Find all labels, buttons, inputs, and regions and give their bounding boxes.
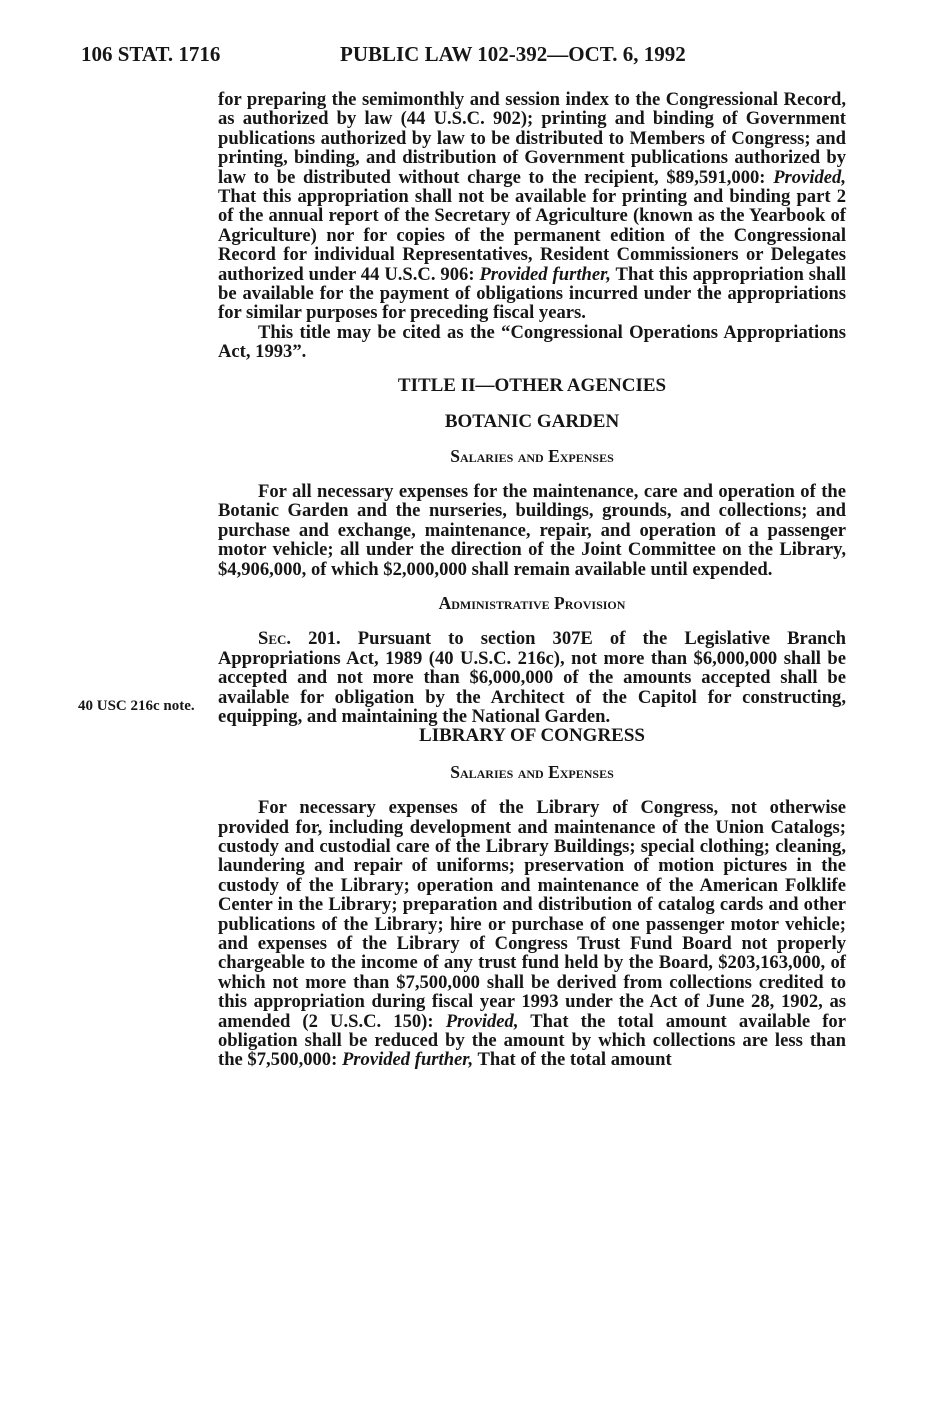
paragraph-printing: for preparing the semimonthly and session index to the Congressional Record, as authorized by law (44 U.S.C. 902); printing and binding of Government publications authorized by law to be distributed to Members of Congress; and printing, binding, and distribution of Government publications authorized by law to be distributed without charge to the recipient, $89,591,000: Provided, That this appropriation shall not be available for printing and binding part 2 of the annual report of the Secretary of Agriculture (known as the Yearbook of Agriculture) nor for copies of the permanent edition of the Congressional Record for individual Representatives, Resident Commissioners or Delegates authorized under 44 U.S.C. 906: Provided further, That this appropriation shall be available for the payment of obligations incurred under the appropriations for similar purposes for preceding fiscal years. [218,89,846,324]
title-heading: TITLE II—OTHER AGENCIES [397,374,667,396]
law-title: PUBLIC LAW 102-392—OCT. 6, 1992 [340,42,686,66]
library-subheading: Salaries and Expenses [450,761,614,782]
paragraph-library: For necessary expenses of the Library of Congress, not otherwise provided for, including development and maintenance of the Union Catalogs; custody and custodial care of the Library Buildings; special clothing; cleaning, laundering and repair of uniforms; preservation of motion pictures in the custody of the Library; operation and maintenance of the American Folklife Center in the Library; preparation and distribution of catalog cards and other publications of the Library; hire or purchase of one passenger motor vehicle; and expenses of the Library of Congress Trust Fund Board not properly chargeable to the income of any trust fund held by the Board, $203,163,000, of which not more than $7,500,000 shall be derived from collections credited to this appropriation during fiscal year 1993 under the Act of June 28, 1902, as amended (2 U.S.C. 150): Provided, That the total amount available for obligation shall be reduced by the amount by which collections are less than the $7,500,000: Provided further, That of the total amount [218,797,846,1071]
running-header [81,42,841,72]
page-reference: 106 STAT. 1716 [81,42,221,66]
margin-note: 40 USC 216c note. [78,698,195,714]
paragraph-title-citation: This title may be cited as the “Congressional Operations Appropriations Act, 1993”. [218,321,846,363]
paragraph-sec-201: Sec. 201. Pursuant to section 307E of the Legislative Branch Appropriations Act, 1989 (40 U.S.C. 216c), not more than $6,000,000 shall be accepted and not more than $6,000,000 of the amounts accepted shall be available for obligation by the Architect of the Capitol for constructing, equipping, and maintaining the National Garden. [218,628,846,727]
botanic-heading: BOTANIC GARDEN [444,411,620,433]
document-body [218,90,846,1070]
paragraph-botanic: For all necessary expenses for the maintenance, care and operation of the Botanic Garden and the nurseries, buildings, grounds, and collections; and purchase and exchange, maintenance, repair, and operation of a passenger motor vehicle; all under the direction of the Joint Committee on the Library, $4,906,000, of which $2,000,000 shall remain available until expended. [218,480,846,580]
botanic-subheading: Salaries and Expenses [450,445,614,466]
library-heading: LIBRARY OF CONGRESS [419,725,645,747]
admin-heading: Administrative Provision [438,592,626,613]
